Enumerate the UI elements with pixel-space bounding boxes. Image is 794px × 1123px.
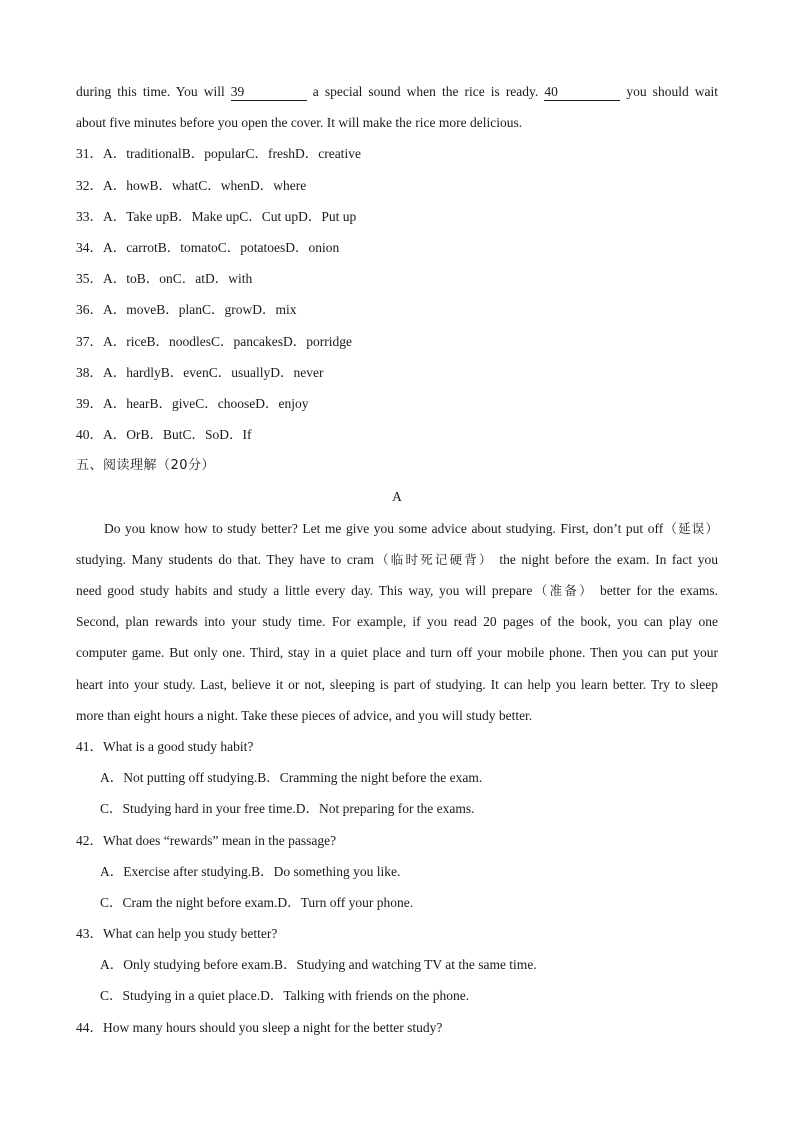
question-41 <box>76 733 718 827</box>
passage-line <box>76 546 718 577</box>
intro-text-c: you should wait <box>626 84 718 99</box>
cloze-option: 35．A．toB．onC．atD．with <box>76 271 253 287</box>
cloze-option: 38．A．hardlyB．evenC．usuallyD．never <box>76 364 324 380</box>
passage-line: computer game. But only one. Third, stay in a quiet place and turn off your mobile phone. Then you can put your <box>76 645 718 661</box>
intro-text-b: a special sound when the rice is ready. <box>312 84 539 99</box>
cloze-option: 32．A．howB．whatC．whenD．where <box>76 177 307 193</box>
passage-text: need good study habits and study a little every day. This way, you will prepare <box>76 583 533 598</box>
section-title: 五、阅读理解（20分） <box>76 458 216 474</box>
cloze-option: 40．A．OrB．ButC．SoD．If <box>76 427 252 443</box>
question-options: C．Studying hard in your free time.D．Not preparing for the exams. <box>100 801 475 817</box>
cloze-option: 37．A．riceB．noodlesC．pancakesD．porridge <box>76 333 352 349</box>
question-stem: 41．What is a good study habit? <box>76 738 254 754</box>
passage-text: better for the exams. <box>599 583 718 598</box>
reading-passage <box>76 515 718 733</box>
question-options: A．Not putting off studying.B．Cramming the night before the exam. <box>100 770 483 786</box>
passage-line: Second, plan rewards into your study time. For example, if you read 20 pages of the book, you can play one <box>76 614 718 630</box>
questions-list <box>76 733 718 1045</box>
gloss-text: （准备） <box>532 583 595 598</box>
passage-intro-line-1 <box>76 78 718 109</box>
passage-intro-line-2: about five minutes before you open the cover. It will make the rice more delicious. <box>76 115 523 131</box>
passage-label: A <box>392 489 402 505</box>
question-42 <box>76 827 718 921</box>
passage-line: heart into your study. Last, believe it or not, sleeping is part of studying. It can help you learn better. Try to sleep <box>76 676 718 692</box>
question-options: C．Cram the night before exam.D．Turn off your phone. <box>100 894 414 910</box>
cloze-option: 33．A．Take upB．Make upC．Cut upD．Put up <box>76 208 357 224</box>
passage-text: the night before the exam. In fact you <box>499 551 718 567</box>
cloze-option: 39．A．hearB．giveC．chooseD．enjoy <box>76 395 309 411</box>
passage-text: Do you know how to study better? Let me give you some advice about studying. First, don’t put off <box>104 520 664 536</box>
question-stem: 42．What does “rewards” mean in the passage? <box>76 832 337 848</box>
question-43 <box>76 920 718 1014</box>
cloze-option: 34．A．carrotB．tomatoC．potatoesD．onion <box>76 239 340 255</box>
passage-line: more than eight hours a night. Take these pieces of advice, and you will study better. <box>76 707 533 723</box>
document-page <box>76 78 718 1045</box>
cloze-option: 36．A．moveB．planC．growD．mix <box>76 302 297 318</box>
cloze-options-list <box>76 140 718 452</box>
passage-text: studying. Many students do that. They have to cram <box>76 551 374 567</box>
question-options: A．Only studying before exam.B．Studying and watching TV at the same time. <box>100 957 537 973</box>
question-options: A．Exercise after studying.B．Do something you like. <box>100 863 401 879</box>
question-stem: 43．What can help you study better? <box>76 926 278 942</box>
passage-line <box>76 577 718 608</box>
blank-39: 39 <box>231 84 307 101</box>
passage-line <box>76 515 718 546</box>
cloze-option: 31．A．traditionalB．popularC．freshD．creative <box>76 146 361 162</box>
question-44 <box>76 1014 718 1045</box>
question-stem: 44．How many hours should you sleep a night for the better study? <box>76 1019 443 1035</box>
question-options: C．Studying in a quiet place.D．Talking with friends on the phone. <box>100 988 470 1004</box>
gloss-text: （延误） <box>663 520 718 536</box>
gloss-text: （临时死记硬背） <box>373 551 494 567</box>
intro-text-a: during this time. You will <box>76 84 225 99</box>
blank-40: 40 <box>544 84 620 101</box>
